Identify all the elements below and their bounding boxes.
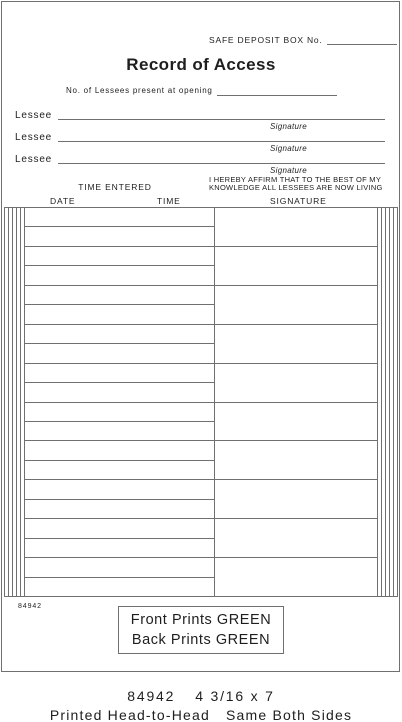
date-time-entry-row[interactable] [25, 382, 214, 401]
date-time-entry-row[interactable] [25, 324, 214, 343]
caption-form-number: 84942 [127, 689, 176, 703]
lessee-signature-field[interactable] [58, 141, 385, 142]
affirmation-statement [209, 176, 383, 192]
print-note-box [118, 606, 284, 654]
caption-size: 4 3/16 x 7 [195, 689, 275, 703]
signature-column [214, 208, 377, 596]
lessees-present-label: No. of Lessees present at opening [66, 86, 213, 95]
date-time-entry-row[interactable] [25, 460, 214, 479]
signature-entry-cell[interactable] [215, 402, 377, 441]
time-column-heading: TIME [157, 196, 181, 206]
date-time-entry-row[interactable] [25, 343, 214, 362]
time-entered-heading: TIME ENTERED [78, 182, 152, 192]
lessee-row-2 [0, 130, 402, 154]
signature-entry-cell[interactable] [215, 324, 377, 363]
signature-entry-cell[interactable] [215, 285, 377, 324]
signature-entry-cell[interactable] [215, 440, 377, 479]
lessee-label: Lessee [15, 110, 53, 121]
date-time-entry-row[interactable] [25, 363, 214, 382]
lessee-row-1 [0, 108, 402, 132]
date-column-heading: DATE [50, 196, 76, 206]
left-margin-rules [4, 208, 24, 596]
signature-entry-cell[interactable] [215, 518, 377, 557]
date-time-entry-row[interactable] [25, 499, 214, 518]
caption-sides: Same Both Sides [226, 709, 353, 722]
date-time-entry-row[interactable] [25, 285, 214, 304]
lessees-present-field[interactable] [217, 95, 337, 96]
right-margin-rules [377, 208, 398, 596]
affirmation-line-2: KNOWLEDGE ALL LESSEES ARE NOW LIVING [209, 183, 383, 192]
date-time-entry-row[interactable] [25, 265, 214, 284]
print-note-back: Back Prints GREEN [131, 632, 271, 648]
lessee-signature-field[interactable] [58, 163, 385, 164]
product-caption-line-1 [0, 689, 402, 703]
form-number: 84942 [18, 603, 42, 610]
lessee-label: Lessee [15, 154, 53, 165]
signature-caption: Signature [270, 166, 307, 175]
access-log [4, 207, 398, 597]
date-time-entry-row[interactable] [25, 577, 214, 596]
box-number-field[interactable] [327, 44, 397, 45]
form-title: Record of Access [126, 55, 276, 74]
print-note-front: Front Prints GREEN [130, 612, 272, 628]
date-time-entry-row[interactable] [25, 304, 214, 323]
date-time-entry-row[interactable] [25, 208, 214, 226]
date-time-column [25, 208, 214, 596]
date-time-entry-row[interactable] [25, 518, 214, 537]
signature-caption: Signature [270, 122, 307, 131]
access-log-table [24, 208, 377, 596]
date-time-entry-row[interactable] [25, 402, 214, 421]
lessee-label: Lessee [15, 132, 53, 143]
lessee-signature-field[interactable] [58, 119, 385, 120]
date-time-entry-row[interactable] [25, 479, 214, 498]
affirmation-line-1: I HEREBY AFFIRM THAT TO THE BEST OF MY [209, 175, 382, 184]
caption-printing: Printed Head-to-Head [49, 709, 210, 722]
lessee-row-3 [0, 152, 402, 176]
box-number-label: SAFE DEPOSIT BOX No. [209, 35, 323, 45]
date-time-entry-row[interactable] [25, 538, 214, 557]
date-time-entry-row[interactable] [25, 440, 214, 459]
product-caption-line-2 [0, 709, 402, 722]
date-time-entry-row[interactable] [25, 557, 214, 576]
date-time-entry-row[interactable] [25, 226, 214, 245]
signature-entry-cell[interactable] [215, 363, 377, 402]
signature-entry-cell[interactable] [215, 479, 377, 518]
signature-entry-cell[interactable] [215, 208, 377, 246]
signature-caption: Signature [270, 144, 307, 153]
date-time-entry-row[interactable] [25, 246, 214, 265]
signature-entry-cell[interactable] [215, 557, 377, 596]
date-time-entry-row[interactable] [25, 421, 214, 440]
signature-column-heading: SIGNATURE [270, 196, 327, 206]
signature-entry-cell[interactable] [215, 246, 377, 285]
